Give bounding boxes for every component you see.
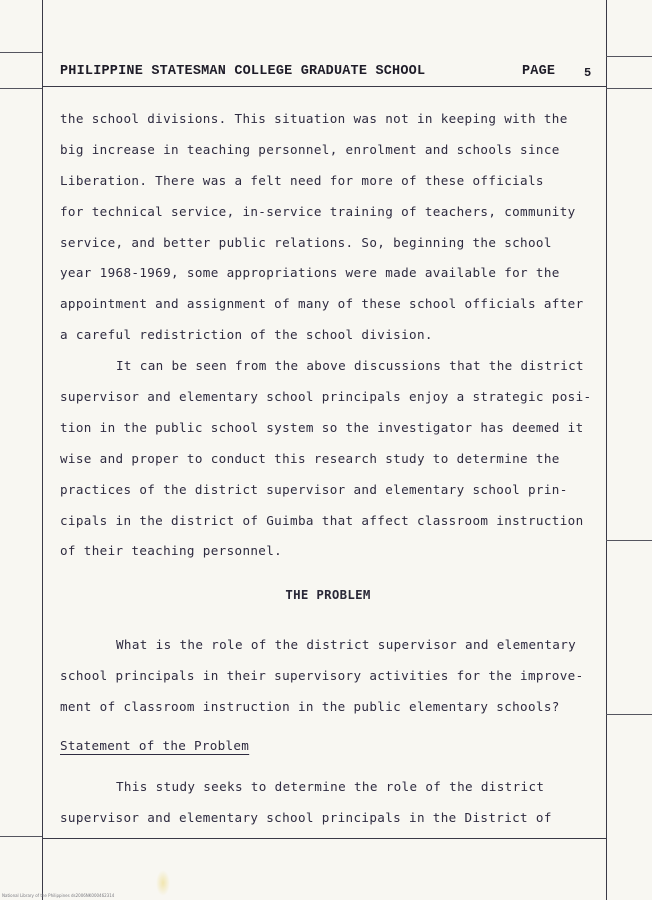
- page-number: 5: [584, 66, 592, 80]
- paragraph-line: This study seeks to determine the role of the district: [116, 779, 545, 794]
- subheading: Statement of the Problem: [60, 738, 250, 753]
- section-heading: THE PROBLEM: [285, 587, 371, 602]
- left-margin-tick: [0, 836, 42, 837]
- header-rule: [42, 86, 606, 87]
- paragraph-line: school principals in their supervisory activities for the improve-: [60, 667, 584, 683]
- paragraph-line: a careful redistriction of the school division.: [60, 327, 433, 343]
- left-margin-tick: [0, 52, 42, 53]
- paper-stain: [156, 870, 170, 896]
- right-margin-tick: [606, 540, 652, 541]
- problem-paragraph: [60, 630, 596, 723]
- footer-rule: [42, 838, 606, 839]
- paragraph-line: What is the role of the district supervisor and elementary: [116, 637, 577, 652]
- left-margin-rule: [42, 0, 43, 900]
- paragraph-line: the school divisions. This situation was not in keeping with the: [60, 111, 568, 126]
- right-margin-tick: [606, 88, 652, 89]
- page-label: PAGE: [522, 64, 556, 79]
- paragraph-line: tion in the public school system so the investigator has deemed it: [60, 419, 584, 435]
- paragraph-line: appointment and assignment of many of these school officials after: [60, 296, 584, 312]
- left-margin-tick: [0, 88, 42, 89]
- paragraph-line: ment of classroom instruction in the public elementary schools?: [60, 698, 560, 714]
- paragraph-line: of their teaching personnel.: [60, 543, 283, 559]
- right-margin-tick: [606, 714, 652, 715]
- paragraph-line: big increase in teaching personnel, enrolment and schools since: [60, 141, 560, 157]
- right-margin-rule: [606, 0, 607, 900]
- archive-footer-note: National Library of the Philippines ds2006NK000462314: [2, 893, 115, 898]
- body-text: [60, 104, 596, 567]
- paragraph-line: year 1968-1969, some appropriations were made available for the: [60, 265, 560, 281]
- paragraph-line: service, and better public relations. So, beginning the school: [60, 234, 552, 250]
- statement-paragraph: [60, 770, 596, 832]
- paragraph-line: It can be seen from the above discussions that the district: [116, 358, 584, 374]
- paragraph-line: Liberation. There was a felt need for more of these officials: [60, 172, 544, 188]
- paragraph-line: supervisor and elementary school principals in the District of: [60, 809, 552, 825]
- paragraph-line: cipals in the district of Guimba that affect classroom instruction: [60, 512, 584, 528]
- paragraph-line: practices of the district supervisor and elementary school prin-: [60, 481, 568, 497]
- right-margin-tick: [606, 56, 652, 57]
- paragraph-line: supervisor and elementary school principals enjoy a strategic posi-: [60, 389, 592, 405]
- paragraph-line: for technical service, in-service training of teachers, community: [60, 203, 576, 219]
- page-title: PHILIPPINE STATESMAN COLLEGE GRADUATE SCHOOL: [60, 64, 426, 79]
- paragraph-line: wise and proper to conduct this research study to determine the: [60, 450, 560, 466]
